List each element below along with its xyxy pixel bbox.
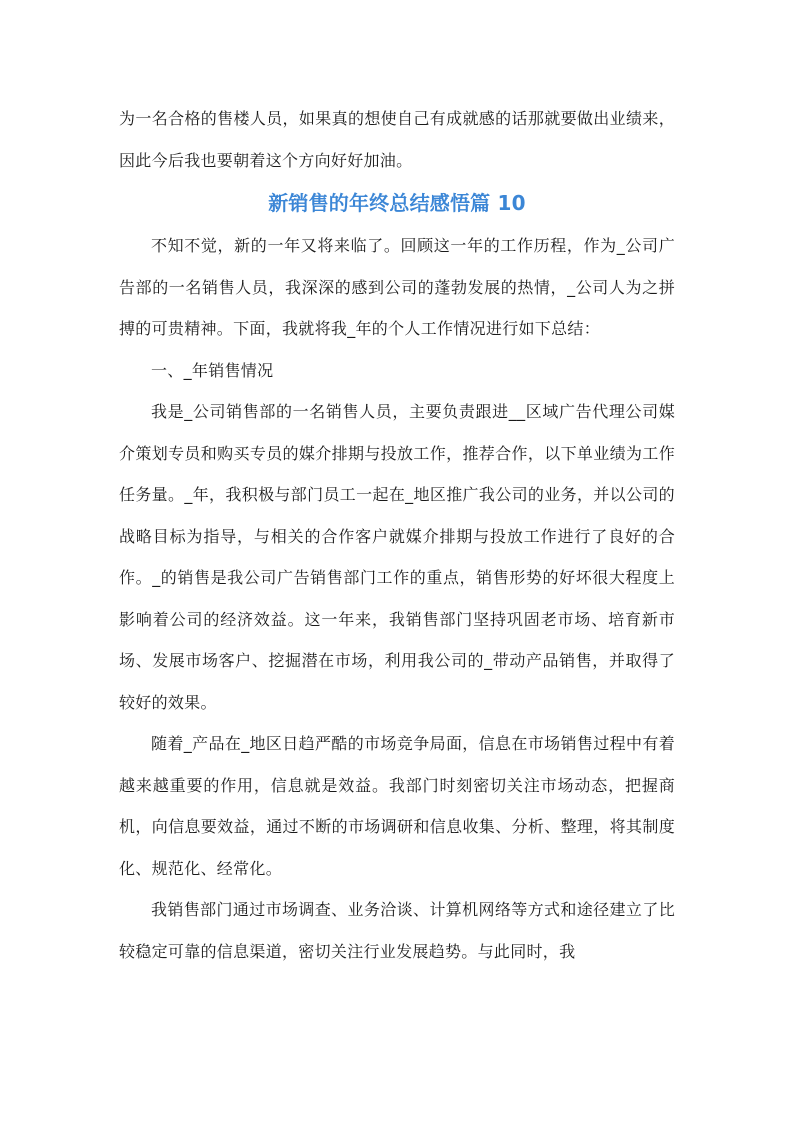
- document-body: [119, 98, 675, 972]
- paragraph-market-info: 随着_产品在_地区日趋严酷的市场竞争局面，信息在市场销售过程中有着越来越重要的作用，信息就是效益。我部门时刻密切关注市场动态，把握商机，向信息要效益，通过不断的市场调研和信息收集、分析、整理，将其制度化、规范化、经常化。: [119, 734, 675, 878]
- paragraph-opening: 不知不觉，新的一年又将来临了。回顾这一年的工作历程，作为_公司广告部的一名销售人员，我深深的感到公司的蓬勃发展的热情，_公司人为之拼搏的可贵精神。下面，我就将我_年的个人工作情况进行如下总结：: [119, 236, 675, 338]
- section-heading-sales: 一、_年销售情况: [151, 360, 274, 380]
- intro-paragraph: 为一名合格的售楼人员，如果真的想使自己有成就感的话那就要做出业绩来，因此今后我也要朝着这个方向好好加油。: [119, 109, 675, 170]
- section-title: 新销售的年终总结感悟篇 10: [268, 191, 526, 215]
- paragraph-sales-duties: 我是_公司销售部的一名销售人员，主要负责跟进__区域广告代理公司媒介策划专员和购买专员的媒介排期与投放工作，推荐合作，以下单业绩为工作任务量。_年，我积极与部门员工一起在_地区推广我公司的业务，并以公司的战略目标为指导，与相关的合作客户就媒介排期与投放工作进行了良好的合作。_的销售是我公司广告销售部门工作的重点，销售形势的好坏很大程度上影响着公司的经济效益。这一年来，我销售部门坚持巩固老市场、培育新市场、发展市场客户、挖掘潜在市场，利用我公司的_带动产品销售，并取得了较好的效果。: [119, 402, 675, 712]
- paragraph-info-channels: 我销售部门通过市场调查、业务洽谈、计算机网络等方式和途径建立了比较稳定可靠的信息渠道，密切关注行业发展趋势。与此同时，我: [119, 900, 675, 961]
